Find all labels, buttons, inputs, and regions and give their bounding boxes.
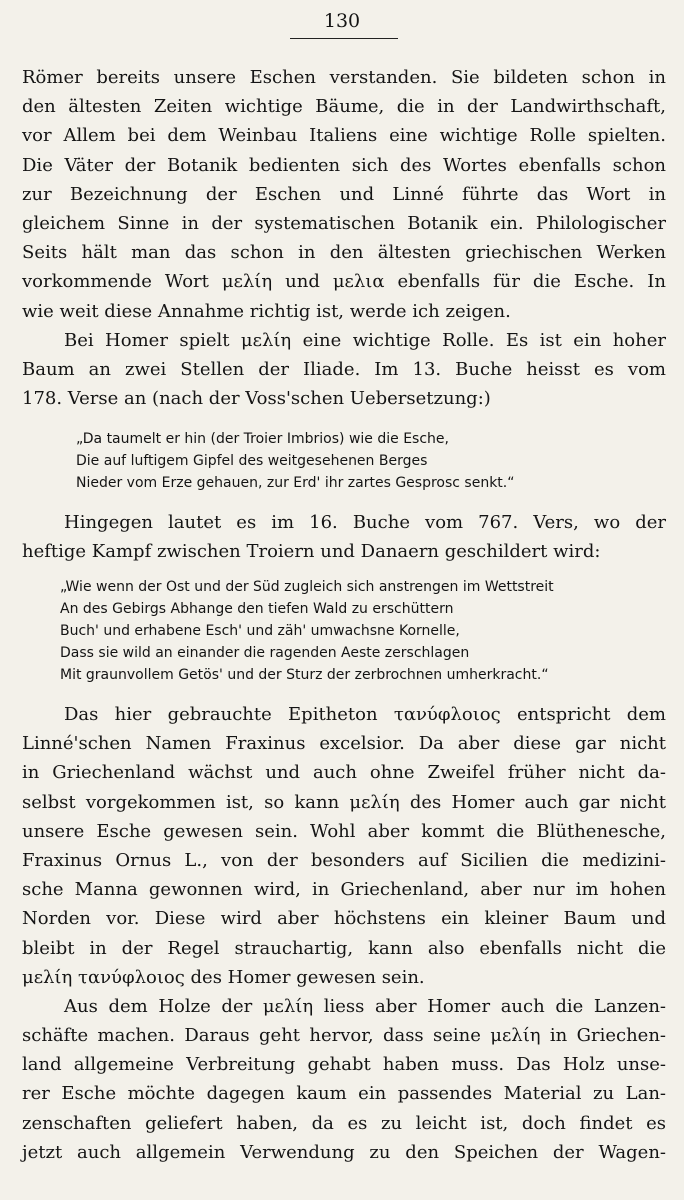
verse-line: Dass sie wild an einander die ragenden Aeste zerschlagen	[60, 645, 470, 661]
text-line: gleichem Sinne in der systematischen Botanik ein. Philologischer	[22, 212, 666, 234]
verse-quote-2	[60, 576, 660, 686]
paragraph-2	[22, 326, 666, 414]
verse-line: Die auf luftigem Gipfel des weitgesehenen Berges	[76, 453, 428, 469]
text-line: Linné'schen Namen Fraxinus excelsior. Da aber diese gar nicht	[22, 733, 666, 755]
verse-line: Nieder vom Erze gehauen, zur Erd' ihr zartes Gesprosс senkt.“	[76, 475, 515, 491]
text-line: heftige Kampf zwischen Troiern und Danaern geschildert wird:	[22, 541, 601, 563]
text-line: vor Allem bei dem Weinbau Italiens eine wichtige Rolle spielten.	[22, 125, 666, 147]
verse-line: „Da taumelt er hin (der Troier Imbrios) wie die Esche,	[76, 431, 449, 447]
paragraph-5	[22, 992, 666, 1167]
text-line: jetzt auch allgemein Verwendung zu den Speichen der Wagen-	[22, 1141, 666, 1163]
text-line: μελίη τανύφλοιος des Homer gewesen sein.	[22, 966, 425, 988]
text-line: Baum an zwei Stellen der Iliade. Im 13. Buche heisst es vom	[22, 358, 666, 380]
text-line: wie weit diese Annahme richtig ist, werde ich zeigen.	[22, 300, 511, 322]
text-line: in Griechenland wächst und auch ohne Zweifel früher nicht da-	[22, 762, 666, 784]
text-line: Aus dem Holze der μελίη liess aber Homer auch die Lanzen-	[64, 995, 666, 1017]
verse-quote-1	[76, 428, 636, 494]
text-block-top	[22, 63, 666, 413]
text-line: Römer bereits unsere Eschen verstanden. Sie bildeten schon in	[22, 67, 666, 88]
text-line: Seits hält man das schon in den ältesten griechischen Werken	[22, 242, 666, 264]
header-rule	[290, 38, 398, 39]
text-line: land allgemeine Verbreitung gehabt haben muss. Das Holz unse-	[22, 1054, 666, 1076]
text-line: zur Bezeichnung der Eschen und Linné führte das Wort in	[22, 183, 666, 205]
text-block-bottom	[22, 700, 666, 1167]
text-line: rer Esche möchte dagegen kaum ein passendes Material zu Lan-	[22, 1083, 666, 1105]
paragraph-4	[22, 700, 666, 992]
text-line: selbst vorgekommen ist, so kann μελίη des Homer auch gar nicht	[22, 791, 666, 813]
text-line: den ältesten Zeiten wichtige Bäume, die in der Landwirthschaft,	[22, 96, 666, 118]
paragraph-1	[22, 63, 666, 326]
text-line: schäfte machen. Daraus geht hervor, dass seine μελίη in Griechen-	[22, 1025, 666, 1047]
verse-line: Buch' und erhabene Esch' und zäh' umwachsne Kornelle,	[60, 623, 460, 639]
text-line: Das hier gebrauchte Epitheton τανύφλοιος entspricht dem	[64, 704, 666, 725]
paragraph-3	[22, 508, 666, 566]
text-line: 178. Verse an (nach der Voss'schen Uebersetzung:)	[22, 388, 491, 410]
page-number: 130	[323, 10, 361, 32]
text-line: Hingegen lautet es im 16. Buche vom 767. Vers, wo der	[64, 512, 666, 533]
text-line: sche Manna gewonnen wird, in Griechenland, aber nur im hohen	[22, 879, 666, 901]
verse-line: Mit graunvollem Getös' und der Sturz der zerbrochnen umherkracht.“	[60, 667, 549, 683]
text-line: bleibt in der Regel strauchartig, kann also ebenfalls nicht die	[22, 937, 666, 959]
text-line: Fraxinus Ornus L., von der besonders auf Sicilien die medizini-	[22, 849, 666, 871]
verse-line: „Wie wenn der Ost und der Süd zugleich sich anstrengen im Wettstreit	[60, 579, 554, 595]
text-line: zenschaften geliefert haben, da es zu leicht ist, doch findet es	[22, 1112, 666, 1134]
text-line: Bei Homer spielt μελίη eine wichtige Rolle. Es ist ein hoher	[64, 329, 666, 351]
verse-line: An des Gebirgs Abhange den tiefen Wald zu erschüttern	[60, 601, 454, 617]
text-line: Die Väter der Botanik bedienten sich des Wortes ebenfalls schon	[22, 154, 666, 176]
text-line: Norden vor. Diese wird aber höchstens ein kleiner Baum und	[22, 908, 666, 930]
text-line: unsere Esche gewesen sein. Wohl aber kommt die Blüthenesche,	[22, 820, 666, 842]
text-line: vorkommende Wort μελίη und μελια ebenfalls für die Esche. In	[22, 271, 666, 293]
